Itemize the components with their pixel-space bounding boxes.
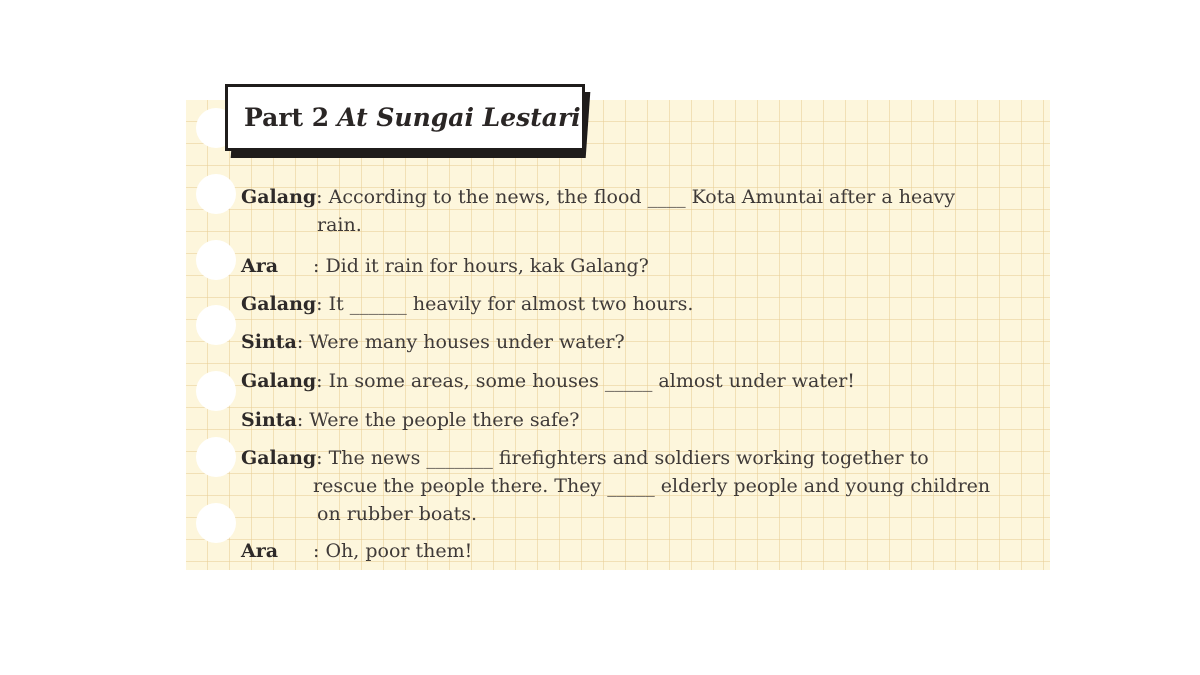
speaker-name: Sinta — [241, 331, 297, 353]
speaker-name: Galang — [241, 447, 317, 469]
separator: : — [313, 540, 320, 562]
line-continuation: on rubber boats. — [317, 503, 478, 525]
separator: : — [316, 370, 323, 392]
speaker-name: Sinta — [241, 409, 297, 431]
speaker-name: Ara — [241, 540, 279, 562]
dialogue-line — [241, 444, 929, 472]
section-title — [225, 84, 585, 151]
binder-hole — [196, 305, 236, 345]
speaker-name: Ara — [241, 255, 279, 277]
dialogue-line — [241, 406, 579, 434]
speaker-name: Galang — [241, 186, 317, 208]
dialogue-line — [241, 537, 472, 565]
dialogue-line — [241, 328, 625, 356]
separator: : — [316, 447, 323, 469]
line-text: According to the news, the flood ____ Kota Amuntai after a heavy — [328, 186, 956, 208]
dialogue-line — [241, 183, 955, 211]
line-text: The news _______ firefighters and soldiers working together to — [328, 447, 929, 469]
binder-hole — [196, 240, 236, 280]
binder-hole — [196, 503, 236, 543]
line-text: It ______ heavily for almost two hours. — [328, 293, 694, 315]
title-subtitle: At Sungai Lestari — [337, 103, 581, 132]
binder-hole — [196, 437, 236, 477]
separator: : — [296, 409, 304, 431]
speaker-name: Galang — [241, 370, 317, 392]
line-text: Oh, poor them! — [325, 540, 473, 562]
line-text: Were many houses under water? — [309, 331, 625, 353]
dialogue-line — [241, 252, 649, 280]
separator: : — [313, 255, 320, 277]
line-continuation: rescue the people there. They _____ elderly people and young children — [313, 475, 991, 497]
line-text: Did it rain for hours, kak Galang? — [325, 255, 649, 277]
line-text: Were the people there safe? — [309, 409, 580, 431]
separator: : — [296, 331, 304, 353]
title-part: Part 2 — [244, 103, 330, 132]
separator: : — [316, 186, 323, 208]
binder-hole — [196, 371, 236, 411]
line-continuation: rain. — [317, 214, 362, 236]
dialogue-line — [241, 290, 693, 318]
dialogue-line — [241, 367, 855, 395]
speaker-name: Galang — [241, 293, 317, 315]
separator: : — [316, 293, 323, 315]
line-text: In some areas, some houses _____ almost under water! — [328, 370, 855, 392]
binder-hole — [196, 174, 236, 214]
